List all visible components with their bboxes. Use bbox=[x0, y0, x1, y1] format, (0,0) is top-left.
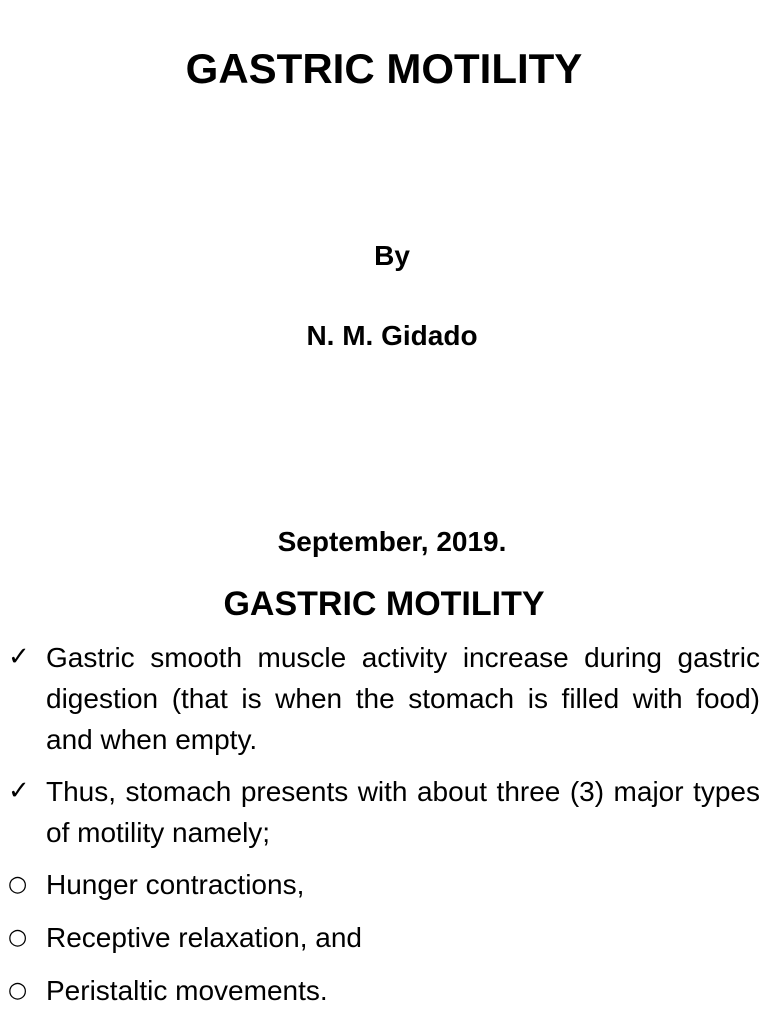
author-name: N. M. Gidado bbox=[306, 320, 478, 351]
content-heading: GASTRIC MOTILITY bbox=[223, 585, 545, 623]
list-item bbox=[0, 917, 768, 958]
content-slide bbox=[0, 575, 768, 1024]
list-item bbox=[0, 771, 768, 853]
checkmark-icon: ✓ bbox=[8, 642, 30, 672]
by-line: By bbox=[374, 240, 410, 271]
circle-bullet-icon: ○ bbox=[8, 925, 28, 950]
checkmark-icon: ✓ bbox=[8, 776, 30, 806]
slide-title: GASTRIC MOTILITY bbox=[185, 45, 583, 92]
presentation-date: September, 2019. bbox=[277, 526, 507, 557]
list-item bbox=[0, 864, 768, 905]
bullet-text: Hunger contractions, bbox=[46, 869, 305, 900]
bullet-text: Peristaltic movements. bbox=[46, 975, 328, 1006]
bullet-text: Gastric smooth muscle activity increase during gastric digestion (that is when the stomach is filled with food) and when empty. bbox=[46, 642, 760, 755]
list-item bbox=[0, 970, 768, 1011]
bullet-list bbox=[0, 637, 768, 1023]
bullet-text: Thus, stomach presents with about three (3) major types of motility namely; bbox=[46, 776, 760, 848]
circle-bullet-icon: ○ bbox=[8, 872, 28, 897]
bullet-text: Receptive relaxation, and bbox=[46, 922, 362, 953]
list-item bbox=[0, 637, 768, 760]
circle-bullet-icon: ○ bbox=[8, 978, 28, 1003]
